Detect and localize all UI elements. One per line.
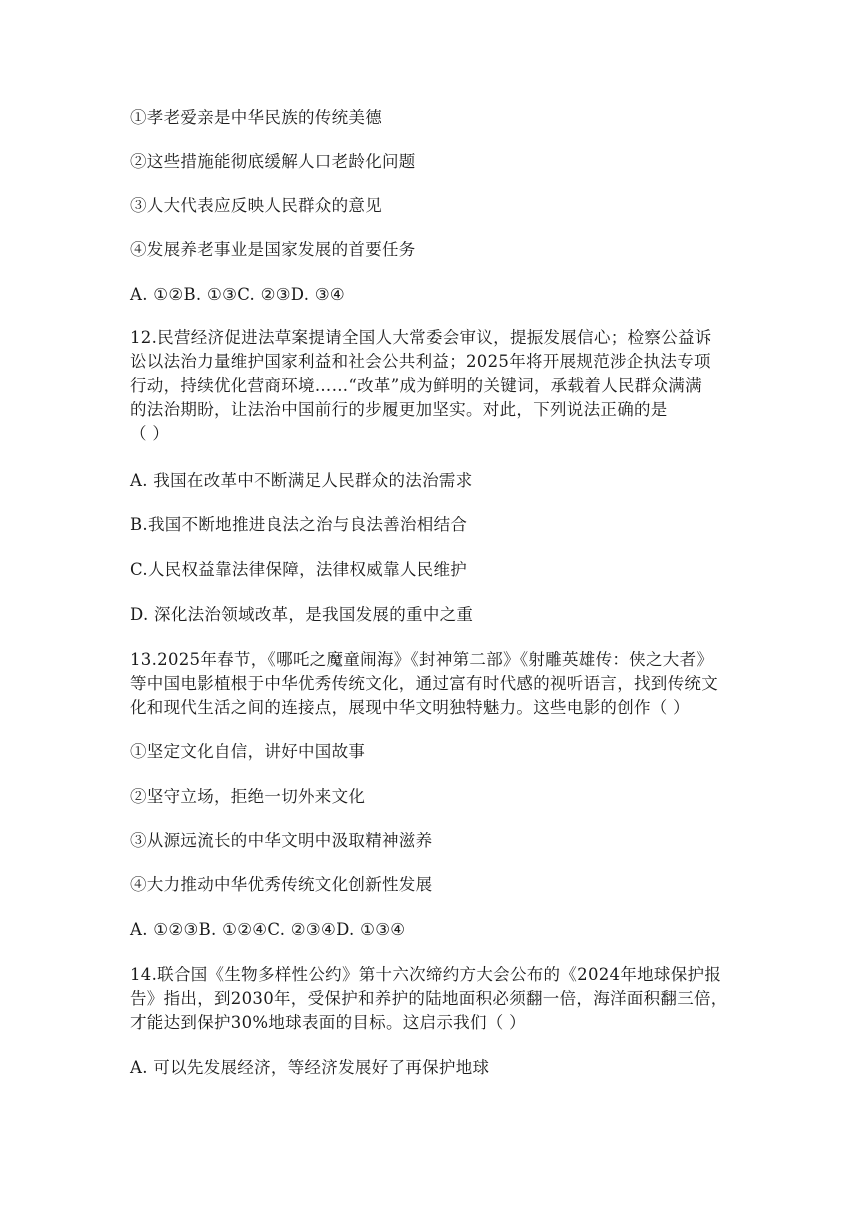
q14-stem [130, 963, 740, 1035]
q14-option-a: A. 可以先发展经济，等经济发展好了再保护地球 [130, 1058, 490, 1077]
q14-stem-line: 告》指出，到2030年，受保护和养护的陆地面积必须翻一倍，海洋面积翻三倍， [130, 989, 728, 1008]
q12-option-c: C.人民权益靠法律保障，法律权威靠人民维护 [130, 560, 468, 579]
q13-stem-line: 化和现代生活之间的连接点，展现中华文明独特魅力。这些电影的创作（ ） [130, 698, 690, 717]
q13-stem-line: 等中国电影植根于中华优秀传统文化，通过富有时代感的视听语言，找到传统文 [130, 674, 718, 693]
q12-option-d: D. 深化法治领域改革，是我国发展的重中之重 [130, 605, 474, 624]
q13-item-3: ③从源远流长的中华文明中汲取精神滋养 [130, 831, 433, 850]
q12-stem [130, 326, 740, 446]
q13-item-2: ②坚守立场，拒绝一切外来文化 [130, 787, 366, 806]
q12-answer-blank: （ ） [130, 424, 170, 443]
q13-stem-line: 13.2025年春节，《哪吒之魔童闹海》《封神第二部》《射雕英雄传：侠之大者》 [130, 650, 714, 669]
q14-stem-line: 才能达到保护30%地球表面的目标。这启示我们（ ） [130, 1013, 526, 1032]
q13-item-4: ④大力推动中华优秀传统文化创新性发展 [130, 875, 433, 894]
q11-options: A. ①②B. ①③C. ②③D. ③④ [130, 285, 346, 304]
q13-item-1: ①坚定文化自信，讲好中国故事 [130, 742, 366, 761]
q12-stem-line: 行动，持续优化营商环境……“改革”成为鲜明的关键词，承载着人民群众满满 [130, 376, 702, 395]
q12-stem-line: 讼以法治力量维护国家利益和社会公共利益；2025年将开展规范涉企执法专项 [130, 352, 711, 371]
q12-option-b: B.我国不断地推进良法之治与良法善治相结合 [130, 515, 468, 534]
q11-item-3: ③人大代表应反映人民群众的意见 [130, 196, 382, 215]
q14-stem-line: 14.联合国《生物多样性公约》第十六次缔约方大会公布的《2024年地球保护报 [130, 965, 722, 984]
q11-item-2: ②这些措施能彻底缓解人口老龄化问题 [130, 152, 416, 171]
q11-item-4: ④发展养老事业是国家发展的首要任务 [130, 240, 416, 259]
q11-item-1: ①孝老爱亲是中华民族的传统美德 [130, 108, 382, 127]
q13-stem [130, 648, 740, 720]
q12-stem-line: 12.民营经济促进法草案提请全国人大常委会审议，提振发展信心；检察公益诉 [130, 328, 712, 347]
q12-option-a: A. 我国在改革中不断满足人民群众的法治需求 [130, 471, 473, 490]
q12-stem-line: 的法治期盼，让法治中国前行的步履更加坚实。对此，下列说法正确的是 [130, 400, 668, 419]
q13-options: A. ①②③B. ①②④C. ②③④D. ①③④ [130, 920, 406, 939]
